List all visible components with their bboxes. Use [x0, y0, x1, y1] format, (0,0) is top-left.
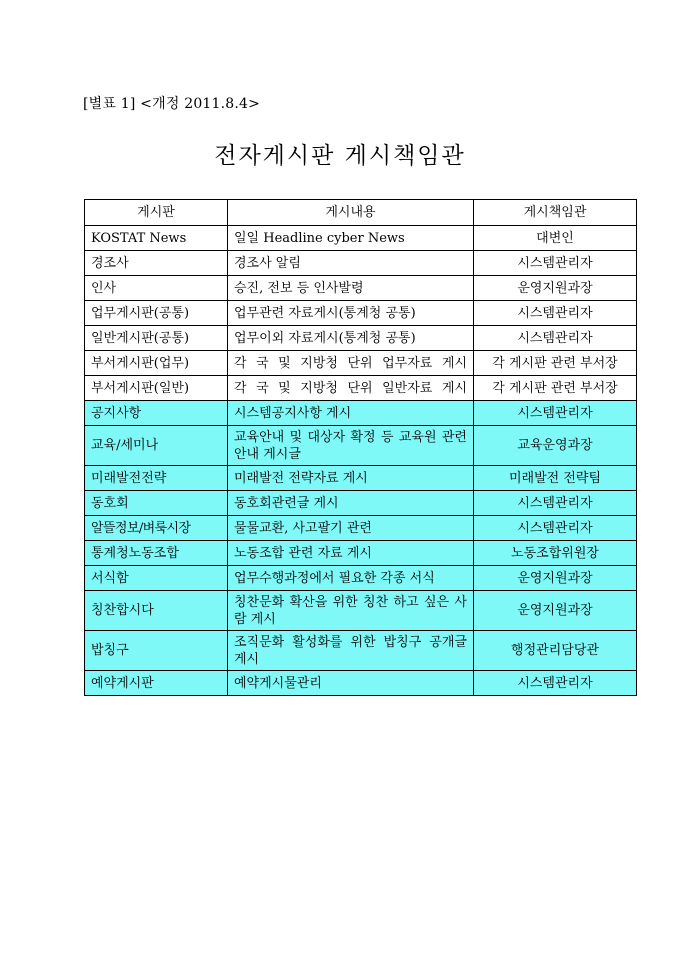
board-manager: 시스템관리자 — [474, 251, 637, 276]
board-manager: 대변인 — [474, 226, 637, 251]
table-row — [85, 516, 637, 541]
header-manager: 게시책임관 — [474, 200, 637, 226]
board-content: 칭찬문화 확산을 위한 칭찬 하고 싶은 사람 게시 — [228, 591, 474, 631]
board-manager: 운영지원과장 — [474, 276, 637, 301]
board-manager: 노동조합위원장 — [474, 541, 637, 566]
board-content: 각 국 및 지방청 단위 일반자료 게시 — [228, 376, 474, 401]
table-row — [85, 671, 637, 696]
table-row — [85, 351, 637, 376]
board-manager: 운영지원과장 — [474, 591, 637, 631]
board-manager: 시스템관리자 — [474, 326, 637, 351]
board-content: 승진, 전보 등 인사발령 — [228, 276, 474, 301]
table-row — [85, 466, 637, 491]
table-row — [85, 491, 637, 516]
board-manager: 시스템관리자 — [474, 401, 637, 426]
board-name: 알뜰정보/벼룩시장 — [85, 516, 228, 541]
table-row — [85, 226, 637, 251]
board-name: 서식함 — [85, 566, 228, 591]
board-name: 밥칭구 — [85, 631, 228, 671]
board-name: 업무게시판(공통) — [85, 301, 228, 326]
board-manager: 시스템관리자 — [474, 491, 637, 516]
board-manager-table — [84, 199, 637, 696]
board-manager: 시스템관리자 — [474, 301, 637, 326]
board-content: 일일 Headline cyber News — [228, 226, 474, 251]
board-name: 미래발전전략 — [85, 466, 228, 491]
board-name: 부서게시판(일반) — [85, 376, 228, 401]
table-row — [85, 541, 637, 566]
board-manager: 각 게시판 관련 부서장 — [474, 376, 637, 401]
board-manager: 각 게시판 관련 부서장 — [474, 351, 637, 376]
board-content: 물물교환, 사고팔기 관련 — [228, 516, 474, 541]
board-content: 업무관련 자료게시(통계청 공통) — [228, 301, 474, 326]
board-manager: 미래발전 전략팀 — [474, 466, 637, 491]
board-content: 각 국 및 지방청 단위 업무자료 게시 — [228, 351, 474, 376]
board-content: 업무이외 자료게시(통계청 공통) — [228, 326, 474, 351]
table-row — [85, 401, 637, 426]
board-name: 부서게시판(업무) — [85, 351, 228, 376]
board-content: 경조사 알림 — [228, 251, 474, 276]
header-board: 게시판 — [85, 200, 228, 226]
board-manager: 운영지원과장 — [474, 566, 637, 591]
board-name: 동호회 — [85, 491, 228, 516]
table-row — [85, 251, 637, 276]
table-row — [85, 326, 637, 351]
board-content: 조직문화 활성화를 위한 밥칭구 공개글 게시 — [228, 631, 474, 671]
board-content: 시스템공지사항 게시 — [228, 401, 474, 426]
board-content: 예약게시물관리 — [228, 671, 474, 696]
board-manager: 행정관리담당관 — [474, 631, 637, 671]
header-content: 게시내용 — [228, 200, 474, 226]
board-name: 경조사 — [85, 251, 228, 276]
table-row — [85, 301, 637, 326]
table-row — [85, 631, 637, 671]
board-content: 노동조합 관련 자료 게시 — [228, 541, 474, 566]
board-manager: 시스템관리자 — [474, 516, 637, 541]
board-content: 동호회관련글 게시 — [228, 491, 474, 516]
table-row — [85, 566, 637, 591]
board-content: 미래발전 전략자료 게시 — [228, 466, 474, 491]
board-name: 칭찬합시다 — [85, 591, 228, 631]
board-name: 일반게시판(공통) — [85, 326, 228, 351]
document-title: 전자게시판 게시책임관 — [214, 143, 466, 169]
board-name: 예약게시판 — [85, 671, 228, 696]
table-row — [85, 591, 637, 631]
board-name: KOSTAT News — [85, 226, 228, 251]
board-name: 교육/세미나 — [85, 426, 228, 466]
board-name: 통계청노동조합 — [85, 541, 228, 566]
board-manager: 시스템관리자 — [474, 671, 637, 696]
annex-label: [별표 1] <개정 2011.8.4> — [83, 96, 261, 112]
table-row — [85, 376, 637, 401]
table-row — [85, 426, 637, 466]
table-row — [85, 276, 637, 301]
board-name: 인사 — [85, 276, 228, 301]
board-manager: 교육운영과장 — [474, 426, 637, 466]
board-name: 공지사항 — [85, 401, 228, 426]
table-header-row — [85, 200, 637, 226]
board-content: 교육안내 및 대상자 확정 등 교육원 관련 안내 게시글 — [228, 426, 474, 466]
board-content: 업무수행과정에서 필요한 각종 서식 — [228, 566, 474, 591]
